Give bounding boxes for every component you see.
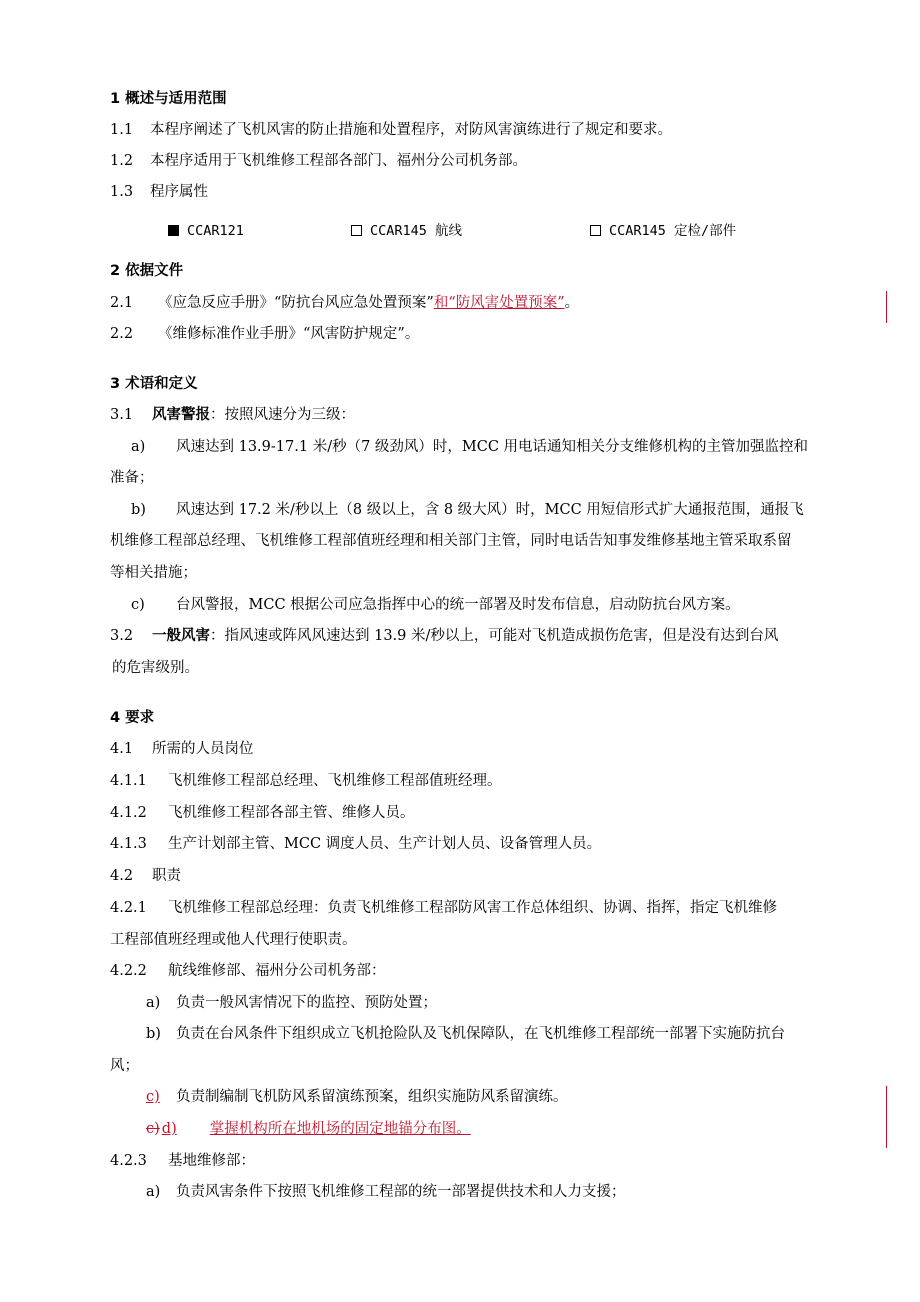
item-4-1-1 xyxy=(110,771,502,791)
item-number: 1.1 xyxy=(110,122,134,138)
item-number: 4.2.1 xyxy=(110,900,147,916)
attribute-label: CCAR145 航线 xyxy=(370,223,463,239)
item-number: 4.2 xyxy=(110,868,134,884)
item-4-2-1 xyxy=(110,898,777,918)
item-number: 4.1 xyxy=(110,741,134,757)
inserted-revision-marker: d) xyxy=(161,1121,177,1137)
item-text: 飞机维修工程部总经理、飞机维修工程部值班经理。 xyxy=(168,773,502,789)
item-text: 负责一般风害情况下的监控、预防处置； xyxy=(176,995,437,1011)
section-1-heading: 1 概述与适用范围 xyxy=(110,91,227,107)
item-marker: b) xyxy=(146,1026,161,1042)
item-3-2 xyxy=(110,626,778,646)
revision-bar xyxy=(886,291,887,323)
item-number: 2.2 xyxy=(110,326,134,342)
item-1-1 xyxy=(110,120,672,140)
item-text: 程序属性 xyxy=(150,184,208,200)
item-marker: a) xyxy=(131,439,146,455)
item-3-1-c xyxy=(131,595,740,615)
item-4-2-3-a xyxy=(146,1182,626,1202)
item-4-2-2-c xyxy=(146,1087,568,1107)
item-marker: a) xyxy=(146,995,161,1011)
item-2-2 xyxy=(110,324,419,344)
item-text: 台风警报，MCC 根据公司应急指挥中心的统一部署及时发布信息，启动防抗台风方案。 xyxy=(176,597,740,613)
item-3-1-b-cont: 机维修工程部总经理、飞机维修工程部值班经理和相关部门主管，同时电话告知事发维修基地主管采取系留 xyxy=(110,533,792,549)
item-text: 负责风害条件下按照飞机维修工程部的统一部署提供技术和人力支援； xyxy=(176,1184,626,1200)
item-number: 1.3 xyxy=(110,184,134,200)
item-3-1-b-cont: 等相关措施； xyxy=(110,565,197,581)
item-1-2 xyxy=(110,151,527,171)
item-text: 本程序阐述了飞机风害的防止措施和处置程序，对防风害演练进行了规定和要求。 xyxy=(150,122,672,138)
unchecked-box-icon xyxy=(351,225,362,236)
item-number: 4.1.1 xyxy=(110,773,147,789)
item-4-2-2-b-cont: 风； xyxy=(110,1058,139,1074)
item-number: 4.2.3 xyxy=(110,1153,147,1169)
item-text: 职责 xyxy=(152,868,181,884)
term: 一般风害 xyxy=(152,628,210,644)
section-3-heading: 3 术语和定义 xyxy=(110,376,198,392)
item-4-2-2-a xyxy=(146,993,437,1013)
unchecked-box-icon xyxy=(590,225,601,236)
attribute-label: CCAR121 xyxy=(187,223,244,239)
item-4-2-2-b xyxy=(146,1024,785,1044)
item-text: ：按照风速分为三级： xyxy=(210,407,355,423)
item-text: 飞机维修工程部各部主管、维修人员。 xyxy=(168,805,415,821)
item-3-1-a-cont: 准备； xyxy=(110,470,154,486)
item-text: 飞机维修工程部总经理：负责飞机维修工程部防风害工作总体组织、协调、指挥，指定飞机维修 xyxy=(168,900,777,916)
item-marker: a) xyxy=(146,1184,161,1200)
inserted-revision-text: 和“防风害处置预案” xyxy=(433,295,565,311)
item-3-1-b xyxy=(131,500,804,520)
item-text-end: 。 xyxy=(564,295,580,311)
item-4-2-2 xyxy=(110,961,386,981)
item-text: 风速达到 17.2 米/秒以上（8 级以上，含 8 级大风）时，MCC 用短信形式扩大通报范围，通报飞 xyxy=(176,502,804,518)
item-4-2-2-d xyxy=(146,1119,471,1139)
item-3-2-cont: 的危害级别。 xyxy=(112,660,199,676)
item-1-3 xyxy=(110,182,208,202)
item-4-2 xyxy=(110,866,181,886)
attribute-label: CCAR145 定检/部件 xyxy=(609,223,737,239)
attribute-ccar121 xyxy=(168,221,244,241)
item-text: 生产计划部主管、MCC 调度人员、生产计划人员、设备管理人员。 xyxy=(168,836,602,852)
item-number: 2.1 xyxy=(110,295,134,311)
deleted-revision-marker: c) xyxy=(146,1121,160,1137)
item-2-1 xyxy=(110,293,579,313)
item-text: 《应急反应手册》“防抗台风应急处置预案” xyxy=(158,295,434,311)
item-number: 4.2.2 xyxy=(110,963,147,979)
item-text: 基地维修部： xyxy=(168,1153,255,1169)
checked-box-icon xyxy=(168,225,179,236)
item-text: 本程序适用于飞机维修工程部各部门、福州分公司机务部。 xyxy=(150,153,527,169)
inserted-revision-text: 掌握机构所在地机场的固定地锚分布图。 xyxy=(209,1121,471,1137)
item-text: 航线维修部、福州分公司机务部： xyxy=(168,963,386,979)
item-text: 负责制编制飞机防风系留演练预案，组织实施防风系留演练。 xyxy=(176,1089,568,1105)
item-3-1-a xyxy=(131,437,808,457)
attribute-ccar145-check xyxy=(590,221,736,241)
inserted-revision-marker: c) xyxy=(146,1089,160,1105)
item-number: 3.1 xyxy=(110,407,134,423)
section-2-heading: 2 依据文件 xyxy=(110,263,184,279)
item-number: 4.1.3 xyxy=(110,836,147,852)
item-text: ：指风速或阵风风速达到 13.9 米/秒以上，可能对飞机造成损伤危害，但是没有达到台风 xyxy=(210,628,779,644)
item-number: 3.2 xyxy=(110,628,134,644)
item-3-1 xyxy=(110,405,355,425)
item-text: 所需的人员岗位 xyxy=(152,741,254,757)
item-4-2-3 xyxy=(110,1151,255,1171)
revision-bar xyxy=(886,1086,887,1148)
item-text: 《维修标准作业手册》“风害防护规定”。 xyxy=(158,326,420,342)
attribute-ccar145-line xyxy=(351,221,462,241)
item-text: 负责在台风条件下组织成立飞机抢险队及飞机保障队，在飞机维修工程部统一部署下实施防抗台 xyxy=(176,1026,785,1042)
item-4-1-2 xyxy=(110,803,415,823)
item-number: 4.1.2 xyxy=(110,805,147,821)
term: 风害警报 xyxy=(152,407,210,423)
item-marker: c) xyxy=(131,597,145,613)
section-4-heading: 4 要求 xyxy=(110,710,155,726)
item-4-1-3 xyxy=(110,834,601,854)
item-number: 1.2 xyxy=(110,153,134,169)
item-4-2-1-cont: 工程部值班经理或他人代理行使职责。 xyxy=(110,932,357,948)
item-4-1 xyxy=(110,739,254,759)
item-marker: b) xyxy=(131,502,146,518)
item-text: 风速达到 13.9-17.1 米/秒（7 级劲风）时，MCC 用电话通知相关分支维修机构的主管加强监控和 xyxy=(176,439,809,455)
